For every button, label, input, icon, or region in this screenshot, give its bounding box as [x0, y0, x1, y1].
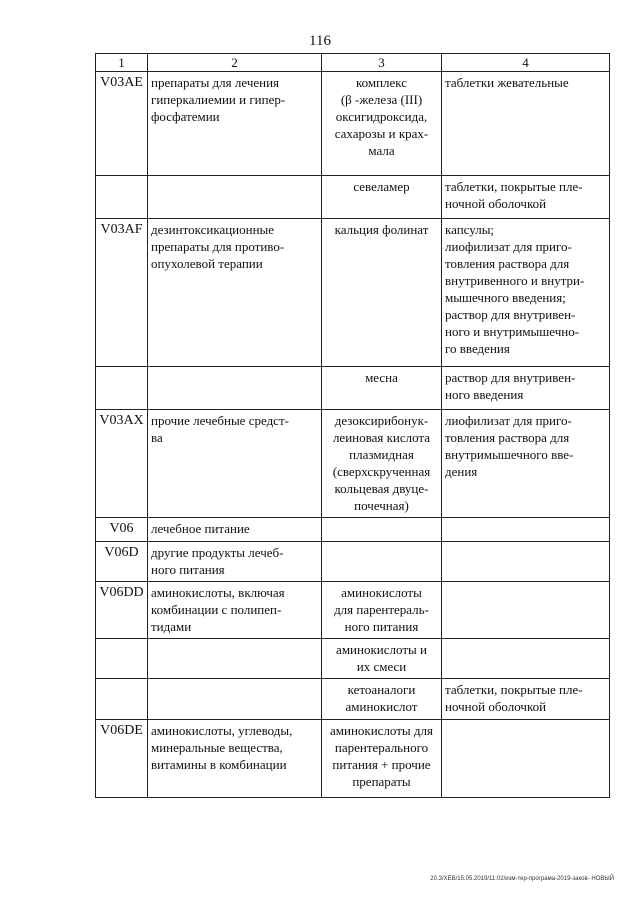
cell-drug-name-line: их смеси: [356, 659, 407, 674]
cell-anatomical-group: [148, 518, 322, 542]
cell-drug-name-line: кетоаналоги: [347, 682, 416, 697]
cell-dosage-form: [442, 410, 610, 518]
cell-drug-name-line: препараты: [352, 774, 411, 789]
cell-anatomical-group-line: препараты для лечения: [151, 75, 280, 90]
cell-drug-name-line: дезоксирибонук-: [334, 413, 429, 428]
cell-atc-code: V06D: [96, 542, 148, 582]
table-row: [96, 542, 610, 582]
cell-anatomical-group: [148, 410, 322, 518]
column-header-group: 2: [148, 54, 322, 72]
cell-dosage-form-line: лиофилизат для приго-: [445, 413, 572, 428]
cell-drug-name-line: оксигидроксида,: [335, 109, 428, 124]
cell-anatomical-group-line: препараты для противо-: [151, 239, 285, 254]
cell-atc-code: V06DD: [96, 582, 148, 639]
table-row: [96, 176, 610, 219]
column-header-code: 1: [96, 54, 148, 72]
cell-drug-name: [322, 72, 442, 176]
cell-drug-name-line: (сверхскрученная: [332, 464, 431, 479]
cell-dosage-form-line: товления раствора для: [445, 430, 570, 445]
cell-anatomical-group-line: дезинтоксикационные: [151, 222, 275, 237]
cell-anatomical-group: [148, 679, 322, 720]
cell-dosage-form-line: таблетки жевательные: [445, 75, 569, 90]
cell-dosage-form: [442, 219, 610, 367]
cell-anatomical-group-line: ного питания: [151, 562, 225, 577]
cell-anatomical-group-line: лечебное питание: [151, 521, 250, 536]
cell-dosage-form-line: раствор для внутривен-: [445, 307, 576, 322]
table-row: [96, 582, 610, 639]
cell-dosage-form: [442, 720, 610, 798]
cell-dosage-form: [442, 542, 610, 582]
cell-anatomical-group-line: прочие лечебные средст-: [151, 413, 289, 428]
cell-drug-name: [322, 518, 442, 542]
cell-drug-name-line: парентерального: [334, 740, 429, 755]
cell-anatomical-group-line: фосфатемии: [151, 109, 220, 124]
cell-atc-code: V03AX: [96, 410, 148, 518]
cell-atc-code: [96, 367, 148, 410]
cell-anatomical-group-line: аминокислоты, углеводы,: [151, 723, 293, 738]
cell-anatomical-group-line: гиперкалиемии и гипер-: [151, 92, 286, 107]
cell-drug-name-line: для парентераль-: [334, 602, 429, 617]
cell-drug-name: [322, 582, 442, 639]
cell-atc-code: [96, 176, 148, 219]
cell-anatomical-group-line: минеральные вещества,: [151, 740, 283, 755]
cell-dosage-form: [442, 72, 610, 176]
cell-drug-name: [322, 410, 442, 518]
cell-dosage-form: [442, 367, 610, 410]
cell-drug-name-line: питания + прочие: [332, 757, 431, 772]
cell-anatomical-group-line: аминокислоты, включая: [151, 585, 285, 600]
cell-drug-name-line: (β -железа (III): [340, 92, 423, 107]
table-row: [96, 639, 610, 679]
cell-anatomical-group: [148, 367, 322, 410]
cell-dosage-form-line: дения: [445, 464, 478, 479]
cell-dosage-form: [442, 679, 610, 720]
cell-drug-name-line: комплекс: [355, 75, 408, 90]
cell-atc-code: V06DE: [96, 720, 148, 798]
cell-anatomical-group-line: тидами: [151, 619, 192, 634]
table-row: [96, 720, 610, 798]
column-header-form: 4: [442, 54, 610, 72]
cell-drug-name: [322, 367, 442, 410]
table-row: [96, 72, 610, 176]
cell-dosage-form-line: мышечного введения;: [445, 290, 566, 305]
table-body: [96, 72, 610, 798]
cell-dosage-form-line: лиофилизат для приго-: [445, 239, 572, 254]
cell-atc-code: V06: [96, 518, 148, 542]
cell-drug-name: [322, 720, 442, 798]
cell-drug-name-line: аминокислот: [345, 699, 418, 714]
cell-drug-name: [322, 639, 442, 679]
cell-dosage-form: [442, 639, 610, 679]
cell-drug-name-line: аминокислоты: [341, 585, 422, 600]
cell-drug-name-line: почечная): [354, 498, 409, 513]
cell-drug-name-line: месна: [365, 370, 398, 385]
cell-dosage-form-line: внутривенного и внутри-: [445, 273, 585, 288]
table-header-row: [96, 54, 610, 72]
cell-drug-name-line: севеламер: [353, 179, 410, 194]
cell-anatomical-group-line: другие продукты лечеб-: [151, 545, 284, 560]
table-row: [96, 367, 610, 410]
cell-drug-name-line: леиновая кислота: [332, 430, 431, 445]
cell-dosage-form-line: ночной оболочкой: [445, 196, 547, 211]
cell-dosage-form: [442, 582, 610, 639]
cell-dosage-form-line: таблетки, покрытые пле-: [445, 682, 583, 697]
cell-drug-name-line: ного питания: [344, 619, 419, 634]
page-number: 116: [309, 33, 331, 49]
cell-dosage-form: [442, 518, 610, 542]
cell-drug-name-line: кальция фолинат: [334, 222, 429, 237]
cell-atc-code: V03AE: [96, 72, 148, 176]
cell-anatomical-group: [148, 639, 322, 679]
cell-anatomical-group: [148, 72, 322, 176]
table-row: [96, 518, 610, 542]
table-row: [96, 679, 610, 720]
cell-dosage-form-line: внутримышечного вве-: [445, 447, 574, 462]
cell-drug-name-line: плазмидная: [349, 447, 414, 462]
cell-atc-code: [96, 639, 148, 679]
drug-classification-table: [95, 53, 610, 798]
cell-dosage-form-line: раствор для внутривен-: [445, 370, 576, 385]
cell-dosage-form-line: ного введения: [445, 387, 524, 402]
cell-drug-name-line: аминокислоты и: [336, 642, 427, 657]
table-row: [96, 410, 610, 518]
cell-anatomical-group-line: комбинации с полипеп-: [151, 602, 282, 617]
cell-drug-name: [322, 542, 442, 582]
table-row: [96, 219, 610, 367]
cell-atc-code: [96, 679, 148, 720]
cell-drug-name-line: сахарозы и крах-: [334, 126, 429, 141]
cell-anatomical-group: [148, 219, 322, 367]
cell-anatomical-group-line: опухолевой терапии: [151, 256, 263, 271]
cell-dosage-form: [442, 176, 610, 219]
cell-drug-name-line: мала: [368, 143, 395, 158]
cell-drug-name: [322, 176, 442, 219]
footer-note: 20.3/ХЕВ/15.05.2019/11:02/изм-тер-програма-2019-заков- НОВЫЙ: [430, 876, 614, 882]
cell-drug-name-line: кольцевая двуце-: [334, 481, 429, 496]
cell-dosage-form-line: ночной оболочкой: [445, 699, 547, 714]
cell-anatomical-group: [148, 720, 322, 798]
cell-anatomical-group: [148, 176, 322, 219]
cell-dosage-form-line: капсулы;: [445, 222, 495, 237]
cell-dosage-form-line: го введения: [445, 341, 510, 356]
cell-dosage-form-line: ного и внутримышечно-: [445, 324, 580, 339]
cell-anatomical-group-line: ва: [151, 430, 163, 445]
cell-drug-name-line: аминокислоты для: [329, 723, 434, 738]
column-header-inn: 3: [322, 54, 442, 72]
cell-anatomical-group: [148, 582, 322, 639]
cell-atc-code: V03AF: [96, 219, 148, 367]
cell-dosage-form-line: товления раствора для: [445, 256, 570, 271]
cell-drug-name: [322, 679, 442, 720]
cell-anatomical-group: [148, 542, 322, 582]
cell-dosage-form-line: таблетки, покрытые пле-: [445, 179, 583, 194]
cell-anatomical-group-line: витамины в комбинации: [151, 757, 287, 772]
cell-drug-name: [322, 219, 442, 367]
